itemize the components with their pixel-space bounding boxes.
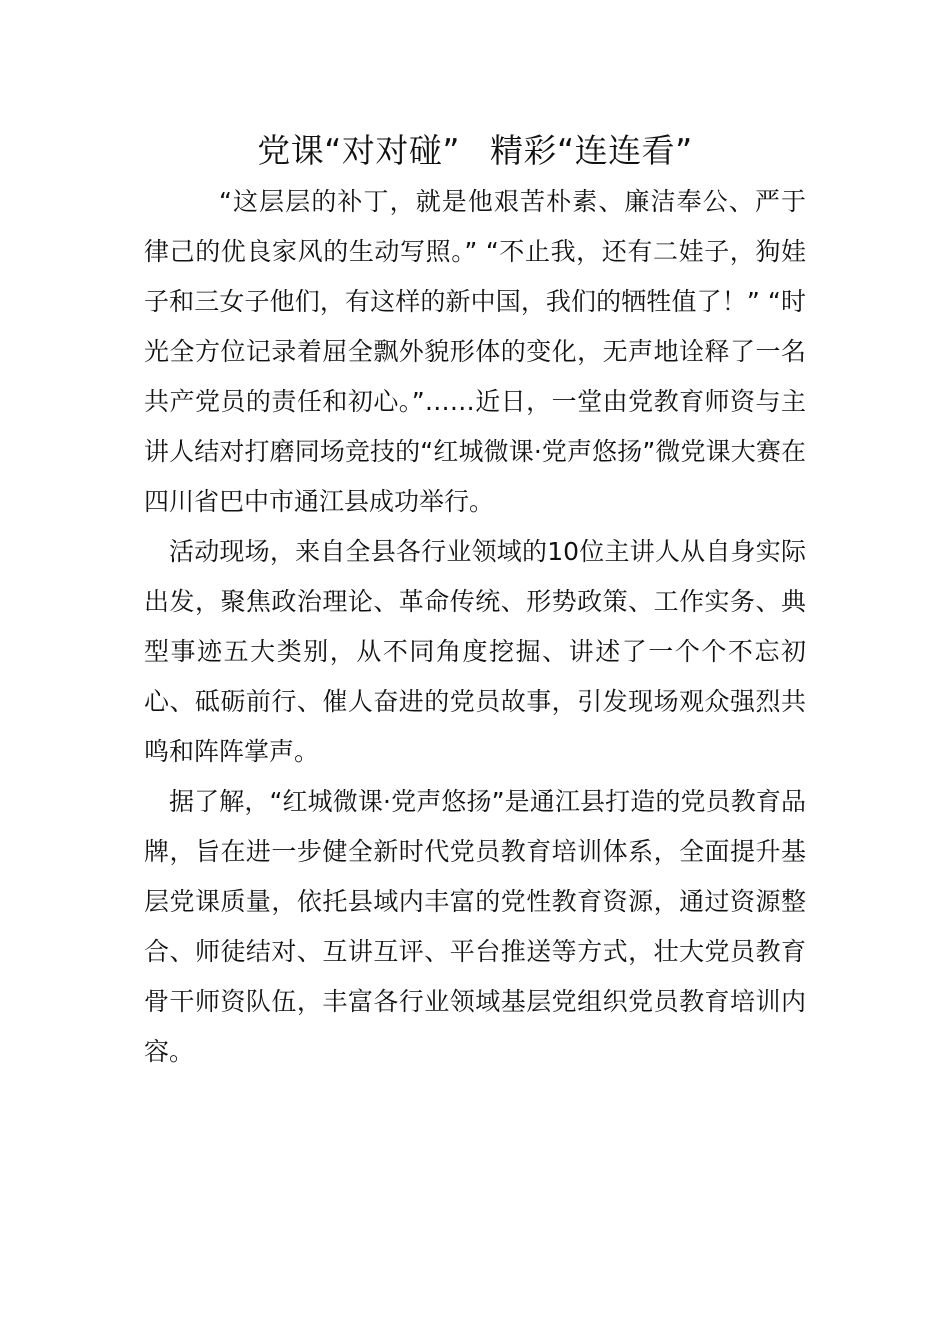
document-body [144, 177, 806, 1077]
document-title [0, 128, 950, 174]
paragraph-1: “这层层的补丁，就是他艰苦朴素、廉洁奉公、严于律己的优良家风的生动写照。” “不止我，还有二娃子，狗娃子和三女子他们，有这样的新中国，我们的牺牲值了！” “时光全方位记录着屈全飘外貌形体的变化，无声地诠释了一名共产党员的责任和初心。”……近日，一堂由党教育师资与主讲人结对打磨同场竞技的“红城微课·党声悠扬”微党课大赛在四川省巴中市通江县成功举行。 [144, 187, 806, 516]
paragraph-3: 据了解，“红城微课·党声悠扬”是通江县打造的党员教育品牌，旨在进一步健全新时代党员教育培训体系，全面提升基层党课质量，依托县域内丰富的党性教育资源，通过资源整合、师徒结对、互讲互评、平台推送等方式，壮大党员教育骨干师资队伍，丰富各行业领域基层党组织党员教育培训内容。 [144, 787, 806, 1066]
title-part-2: 精彩“连连看” [490, 131, 693, 170]
paragraph-2: 活动现场，来自全县各行业领域的10位主讲人从自身实际出发，聚焦政治理论、革命传统、形势政策、工作实务、典型事迹五大类别，从不同角度挖掘、讲述了一个个不忘初心、砥砺前行、催人奋进的党员故事，引发现场观众强烈共鸣和阵阵掌声。 [144, 537, 806, 766]
title-part-1: 党课“对对碰” [257, 131, 460, 170]
